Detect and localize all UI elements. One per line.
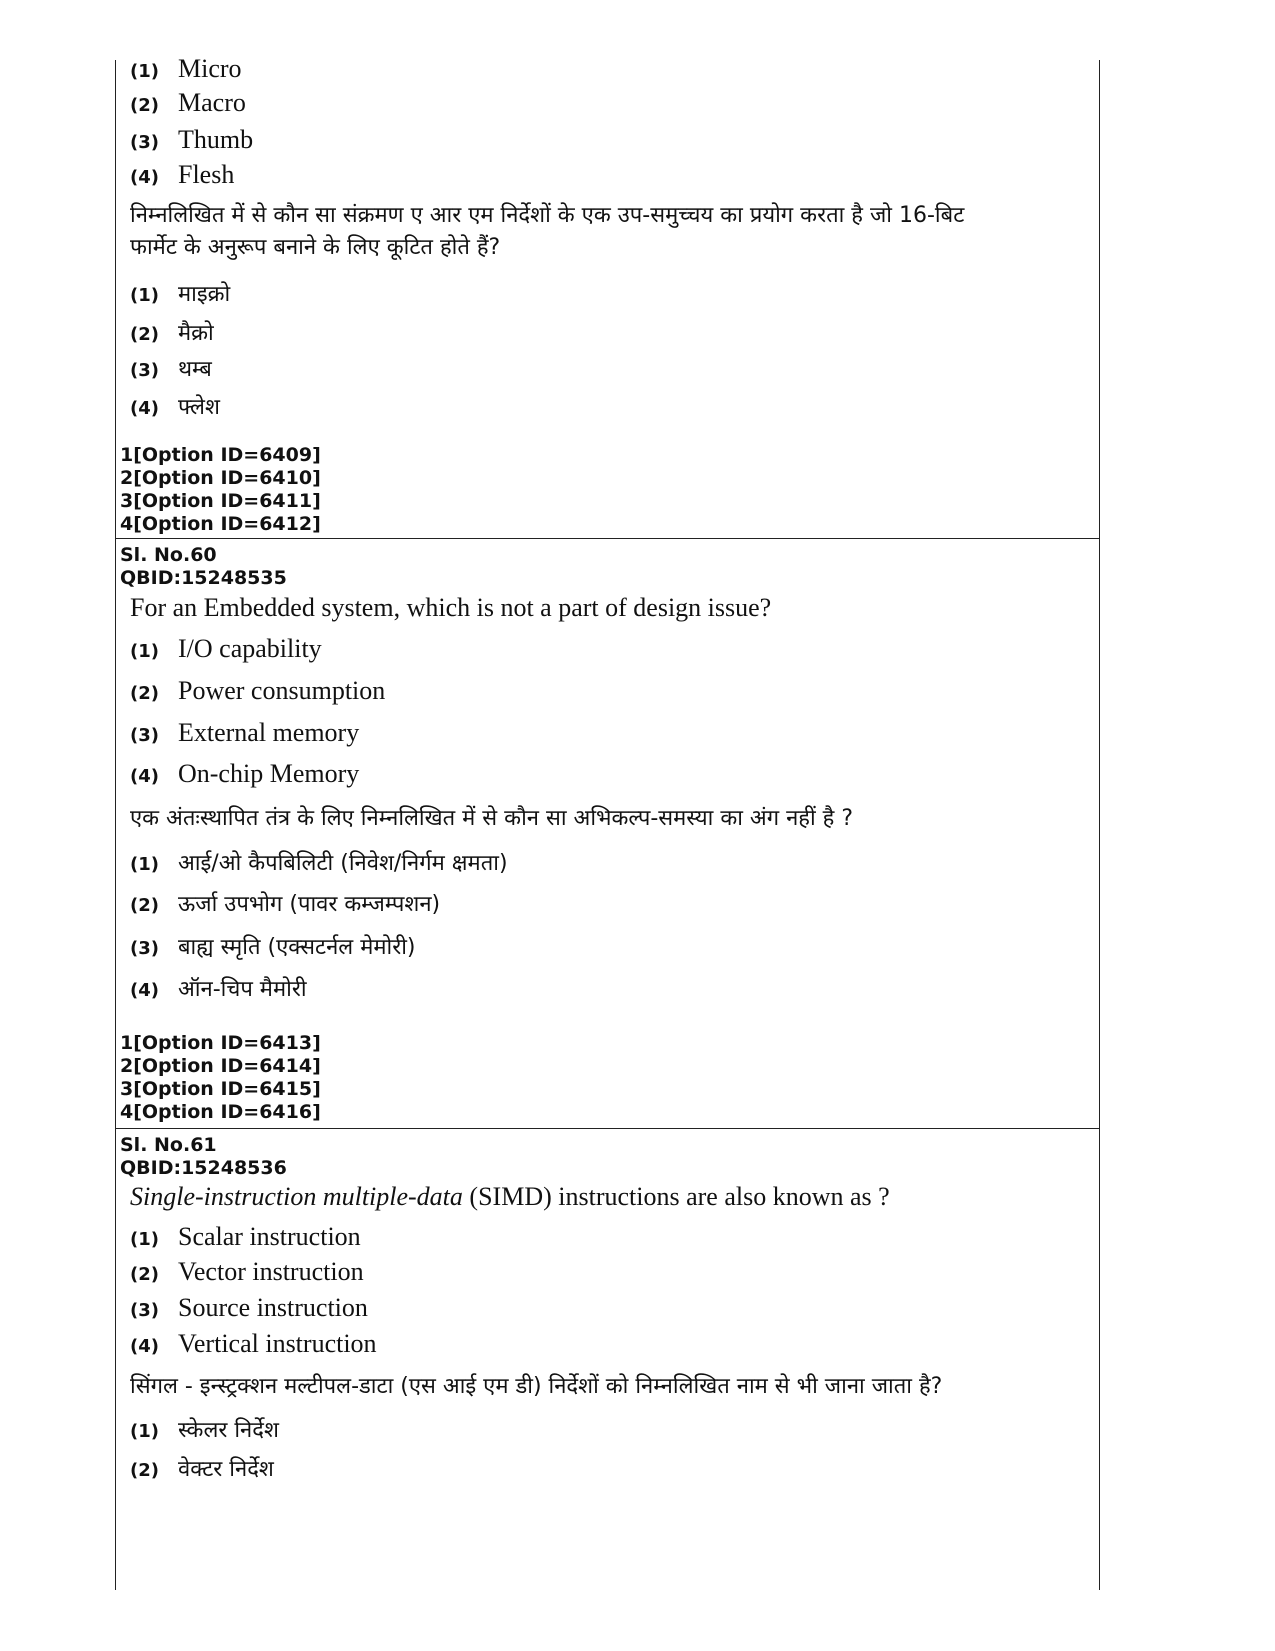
option-number: (2) [130,683,159,704]
option-id: 2[Option ID=6410] [120,467,321,489]
option-en-3 [130,1293,368,1323]
option-text: मैक्रो [178,321,214,346]
option-text: ऑन-चिप मैमोरी [178,977,307,1002]
option-number: (2) [130,895,159,916]
option-id-list [120,444,321,536]
option-id: 3[Option ID=6415] [120,1078,321,1100]
option-text: Flesh [178,160,235,189]
option-text: On-chip Memory [178,759,360,788]
option-en-1 [130,634,322,664]
question-divider [116,538,1099,539]
question-text-english: For an Embedded system, which is not a part of design issue? [130,593,772,622]
option-number: (2) [130,1460,159,1481]
option-text: Vector instruction [178,1257,364,1286]
option-hi-2 [130,888,440,918]
question-line: निम्नलिखित में से कौन सा संक्रमण ए आर एम निर्देशों के एक उप-समुच्चय का प्रयोग करता है जो 16-बिट [130,203,965,228]
option-text: Vertical instruction [178,1329,377,1358]
option-number: (1) [130,1229,159,1250]
option-hi-1 [130,278,230,308]
option-text: Thumb [178,125,254,154]
option-number: (3) [130,132,159,153]
option-hi-4 [130,391,220,421]
question-text-hindi: सिंगल - इन्स्ट्रक्शन मल्टीपल-डाटा (एस आई एम डी) निर्देशों को निम्नलिखित नाम से भी जाना जाता है? [130,1374,943,1399]
option-en-3 [130,125,253,155]
option-id: 1[Option ID=6409] [120,444,321,466]
option-text: माइक्रो [178,282,231,307]
option-hi-4 [130,973,307,1003]
option-en-1 [130,54,242,84]
option-number: (1) [130,641,159,662]
question-header [120,544,287,590]
question-text-hindi: एक अंतःस्थापित तंत्र के लिए निम्नलिखित में से कौन सा अभिकल्प-समस्या का अंग नहीं है ? [130,806,854,831]
option-number: (4) [130,766,159,787]
option-en-2 [130,1257,364,1287]
option-text: Macro [178,88,246,117]
option-id: 3[Option ID=6411] [120,490,321,512]
option-text: थम्ब [178,357,212,382]
option-hi-2 [130,317,214,347]
option-id-list [120,1032,321,1124]
option-id: 4[Option ID=6416] [120,1101,321,1123]
option-number: (1) [130,854,159,875]
option-en-1 [130,1222,361,1252]
option-en-4 [130,759,359,789]
option-text: I/O capability [178,634,322,663]
question-text-english [130,1181,1059,1213]
serial-number: Sl. No.61 [120,1134,217,1156]
option-number: (4) [130,398,159,419]
option-id: 2[Option ID=6414] [120,1055,321,1077]
question-divider [116,1128,1099,1129]
option-text: Source instruction [178,1293,368,1322]
option-text: वेक्टर निर्देश [178,1457,274,1482]
option-hi-1 [130,1414,279,1444]
option-number: (4) [130,1336,159,1357]
option-en-3 [130,718,359,748]
option-hi-1 [130,847,508,877]
option-text: Power consumption [178,676,386,705]
question-header [120,1134,287,1180]
option-number: (3) [130,725,159,746]
option-text: आई/ओ कैपबिलिटी (निवेश/निर्गम क्षमता) [178,851,508,876]
option-number: (3) [130,360,159,381]
option-number: (1) [130,1421,159,1442]
option-hi-3 [130,353,212,383]
option-number: (3) [130,938,159,959]
question-italic-term: Single-instruction multiple-data [130,1182,463,1211]
option-en-2 [130,88,246,118]
option-hi-3 [130,931,416,961]
option-number: (2) [130,324,159,345]
option-number: (4) [130,167,159,188]
option-en-2 [130,676,385,706]
option-number: (1) [130,61,159,82]
option-text: फ्लेश [178,395,220,420]
question-text-rest: (SIMD) instructions are also known as ? [462,1182,890,1211]
option-text: बाह्य स्मृति (एक्सटर्नल मेमोरी) [178,935,416,960]
question-line: फार्मेट के अनुरूप बनाने के लिए कूटित होते हैं? [130,235,501,260]
question-paper-frame [115,54,1100,1590]
option-en-4 [130,160,234,190]
option-en-4 [130,1329,377,1359]
option-text: स्केलर निर्देश [178,1418,279,1443]
question-text-hindi [130,200,1059,264]
qbid: QBID:15248535 [120,567,287,589]
option-id: 4[Option ID=6412] [120,513,321,535]
option-id: 1[Option ID=6413] [120,1032,321,1054]
option-number: (2) [130,1264,159,1285]
option-number: (1) [130,285,159,306]
option-hi-2 [130,1453,274,1483]
option-text: Scalar instruction [178,1222,361,1251]
option-number: (3) [130,1300,159,1321]
option-text: Micro [178,54,242,83]
serial-number: Sl. No.60 [120,544,217,566]
qbid: QBID:15248536 [120,1157,287,1179]
option-text: External memory [178,718,360,747]
option-number: (4) [130,980,159,1001]
option-text: ऊर्जा उपभोग (पावर कम्जम्पशन) [178,892,441,917]
option-number: (2) [130,95,159,116]
